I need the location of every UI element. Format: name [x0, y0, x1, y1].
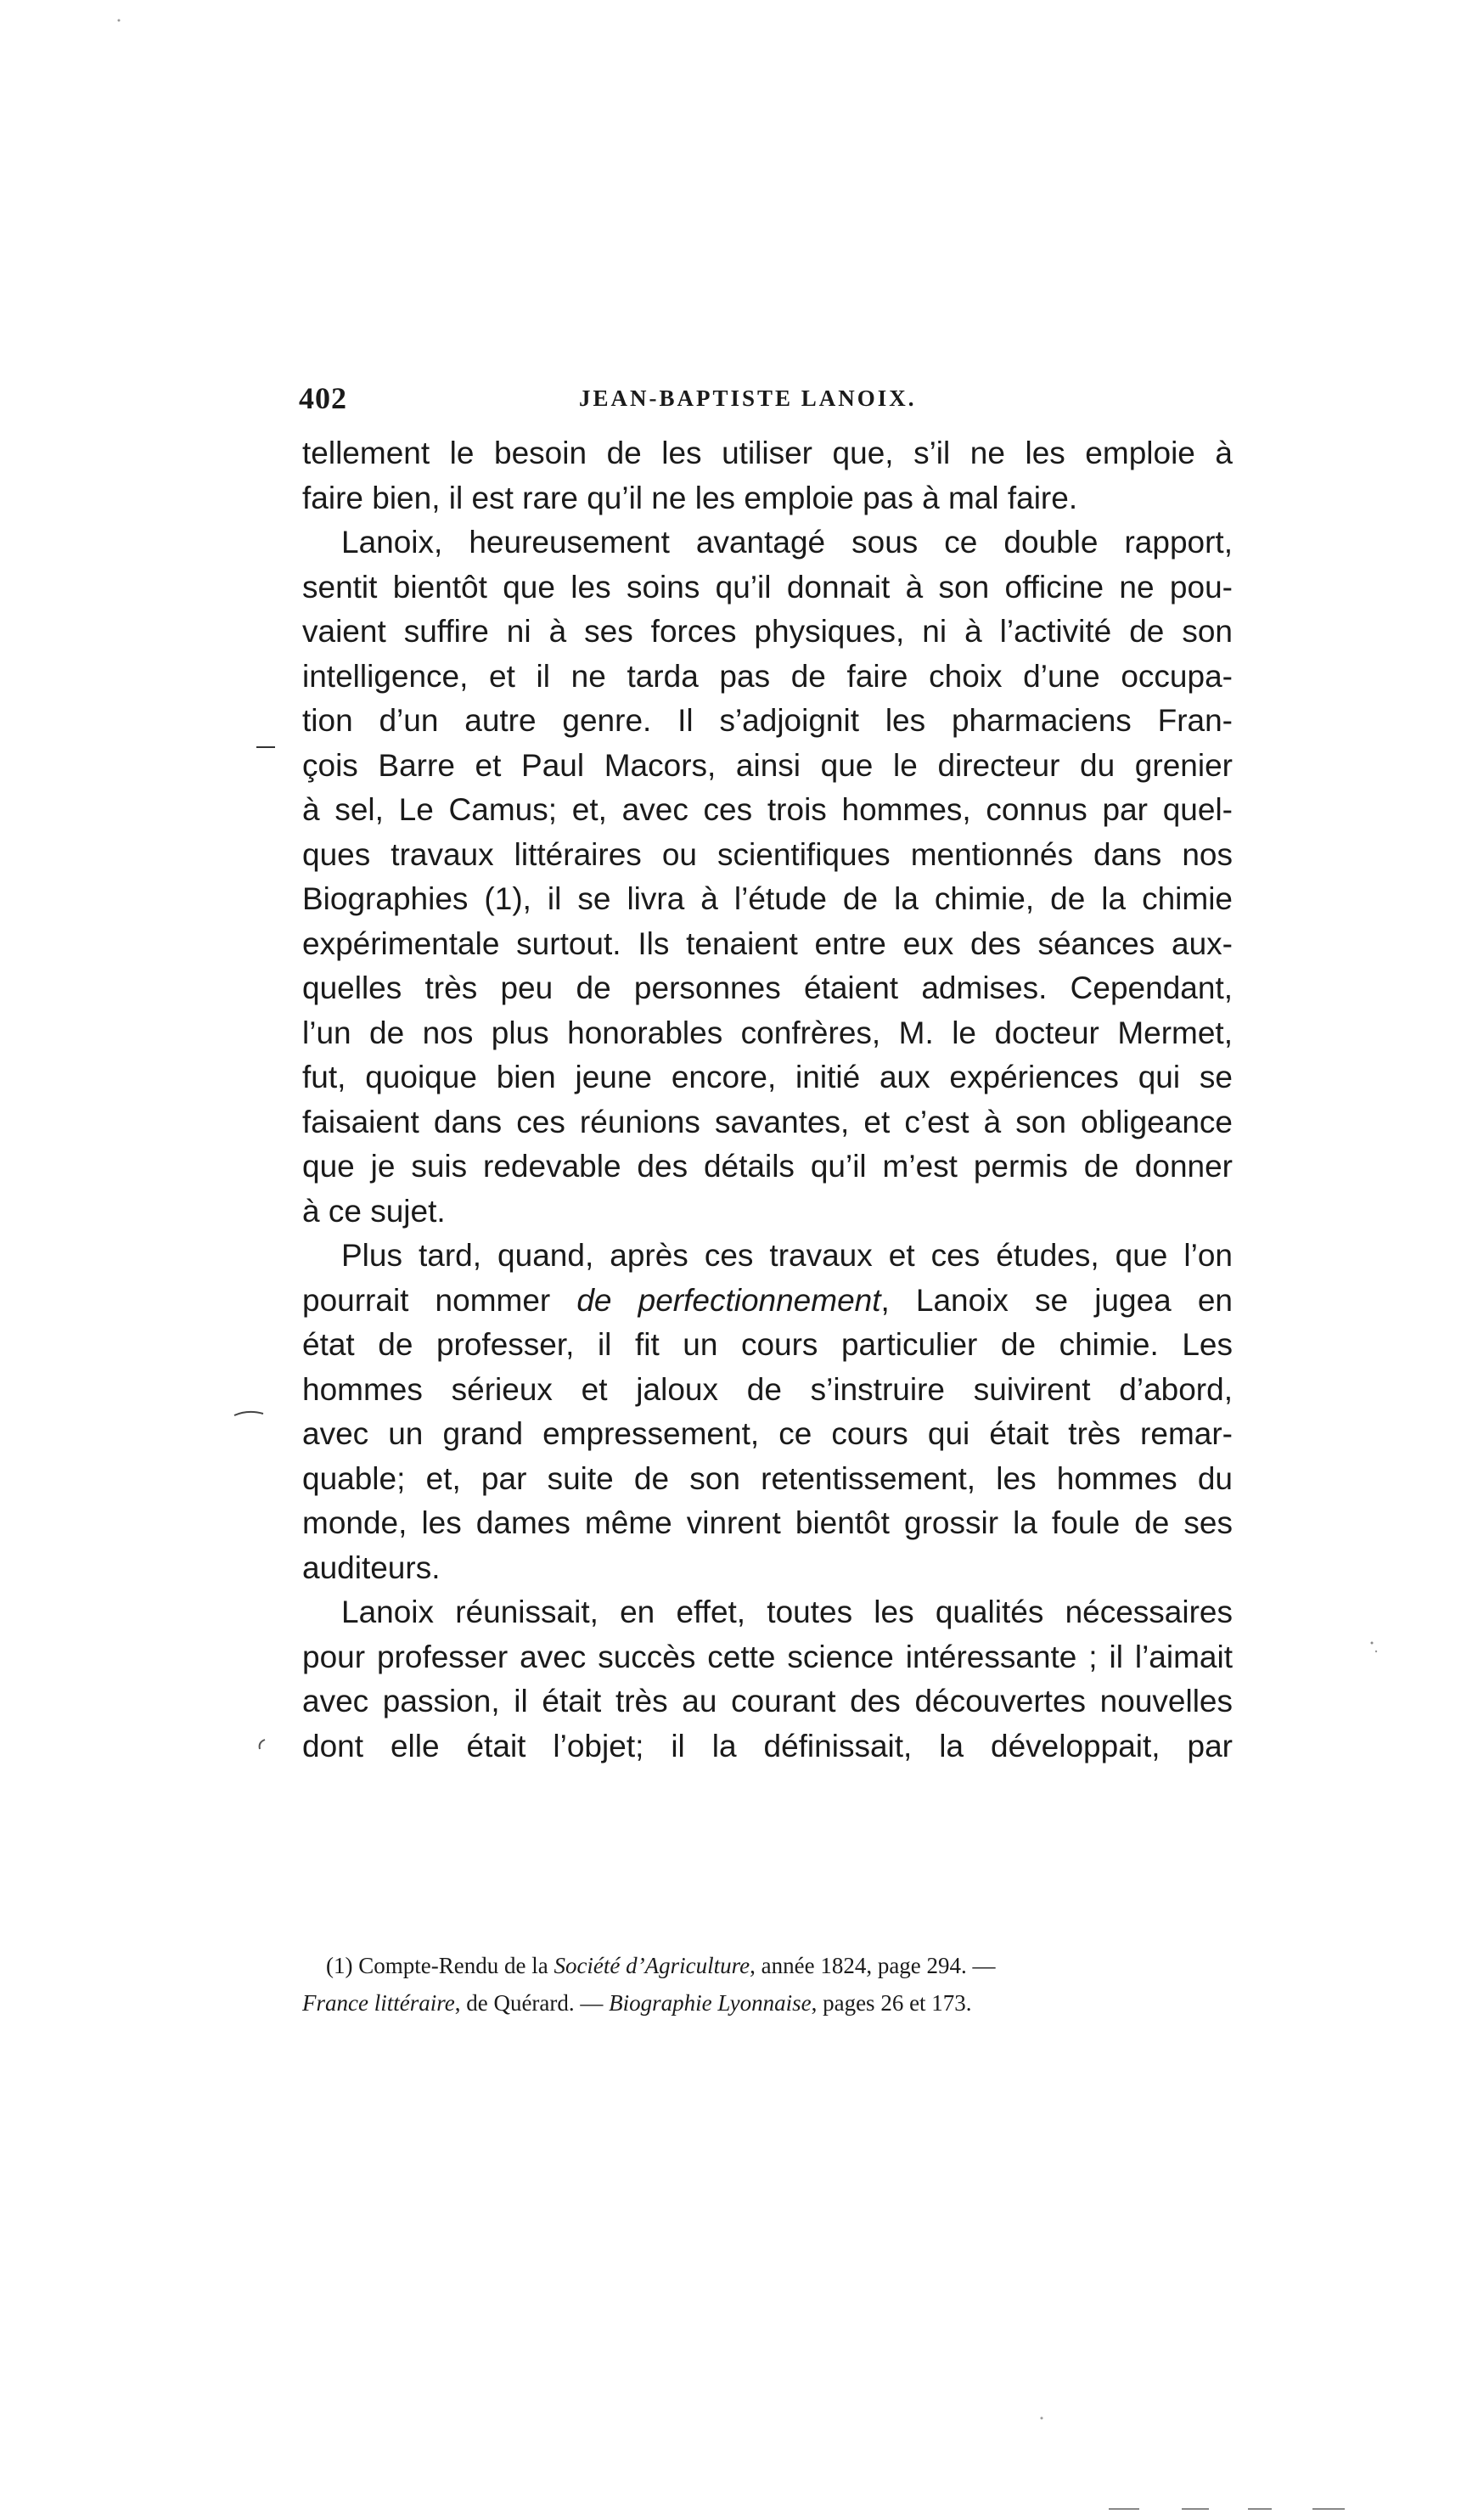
text-span: , pages 26 et 173. [811, 1990, 972, 2016]
footnote [302, 1947, 1233, 2022]
text-line-with-italic [302, 1279, 1233, 1324]
text-line: avec passion, il était très au courant des découvertes nouvelles [302, 1684, 1233, 1718]
footnote-line [302, 1984, 1233, 2022]
italic-phrase: Biographie Lyonnaise [609, 1990, 812, 2016]
paragraph-3 [302, 1234, 1233, 1590]
text-line: hommes sérieux et jaloux de s’instruire suivirent d’abord, [302, 1371, 1233, 1407]
text-line: quable; et, par suite de son retentissement, les hommes du [302, 1460, 1233, 1496]
speck-mark [1375, 1651, 1377, 1652]
body-text [302, 431, 1233, 1769]
text-line: Plus tard, quand, après ces travaux et ces études, que l’on [341, 1238, 1233, 1273]
text-line: à sel, Le Camus; et, avec ces trois hommes, connus par quel- [302, 792, 1233, 827]
text-line: intelligence, et il ne tarda pas de faire choix d’une occupa- [302, 658, 1233, 694]
text-line: auditeurs. [302, 1550, 441, 1585]
text-line: avec un grand empressement, ce cours qui était très remar- [302, 1416, 1233, 1451]
text-span: Compte-Rendu de la [358, 1953, 548, 1978]
text-line: faisaient dans ces réunions savantes, et c’est à son obligeance [302, 1104, 1233, 1139]
text-span: , Lanoix se jugea en [880, 1282, 1233, 1318]
text-line: fut, quoique bien jeune encore, initié aux expériences qui se [302, 1060, 1233, 1094]
text-line: Lanoix réunissait, en effet, toutes les qualités nécessaires [341, 1595, 1233, 1629]
italic-phrase: de perfectionnement [576, 1282, 881, 1318]
italic-phrase: Société d’Agriculture [554, 1953, 750, 1978]
running-head: JEAN-BAPTISTE LANOIX. [579, 385, 917, 411]
text-span: pourrait nommer [302, 1282, 551, 1318]
paragraph-1 [302, 431, 1233, 520]
margin-hook-mark [260, 1740, 265, 1749]
text-line: sentit bientôt que les soins qu’il donnait à son officine ne pou- [302, 569, 1233, 605]
text-line: faire bien, il est rare qu’il ne les emploie pas à mal faire. [302, 480, 1078, 515]
text-line: tion d’un autre genre. Il s’adjoignit les pharmaciens Fran- [302, 703, 1233, 738]
text-span: , de Quérard. — [454, 1990, 604, 2016]
text-span: , année 1824, page 294. — [750, 1953, 996, 1978]
text-line: Biographies (1), il se livra à l’étude de la chimie, de la chimie [302, 881, 1233, 916]
text-line: Lanoix, heureusement avantagé sous ce double rapport, [341, 525, 1233, 560]
text-line: l’un de nos plus honorables confrères, M. le docteur Mermet, [302, 1015, 1233, 1050]
text-line: monde, les dames même vinrent bientôt grossir la foule de ses [302, 1505, 1233, 1540]
text-line: que je suis redevable des détails qu’il m’est permis de donner [302, 1149, 1233, 1184]
text-line: quelles très peu de personnes étaient admises. Cependant, [302, 970, 1233, 1005]
page-header [299, 380, 1267, 421]
page-number: 402 [299, 381, 347, 415]
footnote-marker: (1) [326, 1953, 353, 1978]
speck-mark [118, 20, 121, 22]
text-line: expérimentale surtout. Ils tenaient entre eux des séances aux- [302, 925, 1233, 961]
italic-phrase: France littéraire [302, 1990, 455, 2016]
paragraph-4 [302, 1590, 1233, 1769]
text-line: à ce sujet. [302, 1193, 446, 1229]
text-line: vaient suffire ni à ses forces physiques, ni à l’activité de son [302, 614, 1233, 649]
text-line: tellement le besoin de les utiliser que, s’il ne les emploie à [302, 436, 1233, 470]
text-line: dont elle était l’objet; il la définissait, la développait, par [302, 1728, 1233, 1763]
speck-mark [1371, 1642, 1374, 1645]
text-line: ques travaux littéraires ou scientifiques mentionnés dans nos [302, 836, 1233, 872]
text-line: çois Barre et Paul Macors, ainsi que le directeur du grenier [302, 747, 1233, 783]
text-line: état de professer, il fit un cours particulier de chimie. Les [302, 1327, 1233, 1362]
margin-curve-mark [234, 1412, 263, 1415]
paragraph-2 [302, 520, 1233, 1234]
text-line: pour professer avec succès cette science intéressante ; il l’aimait [302, 1639, 1233, 1674]
footnote-line [302, 1947, 1233, 1984]
speck-mark [1041, 2417, 1043, 2420]
